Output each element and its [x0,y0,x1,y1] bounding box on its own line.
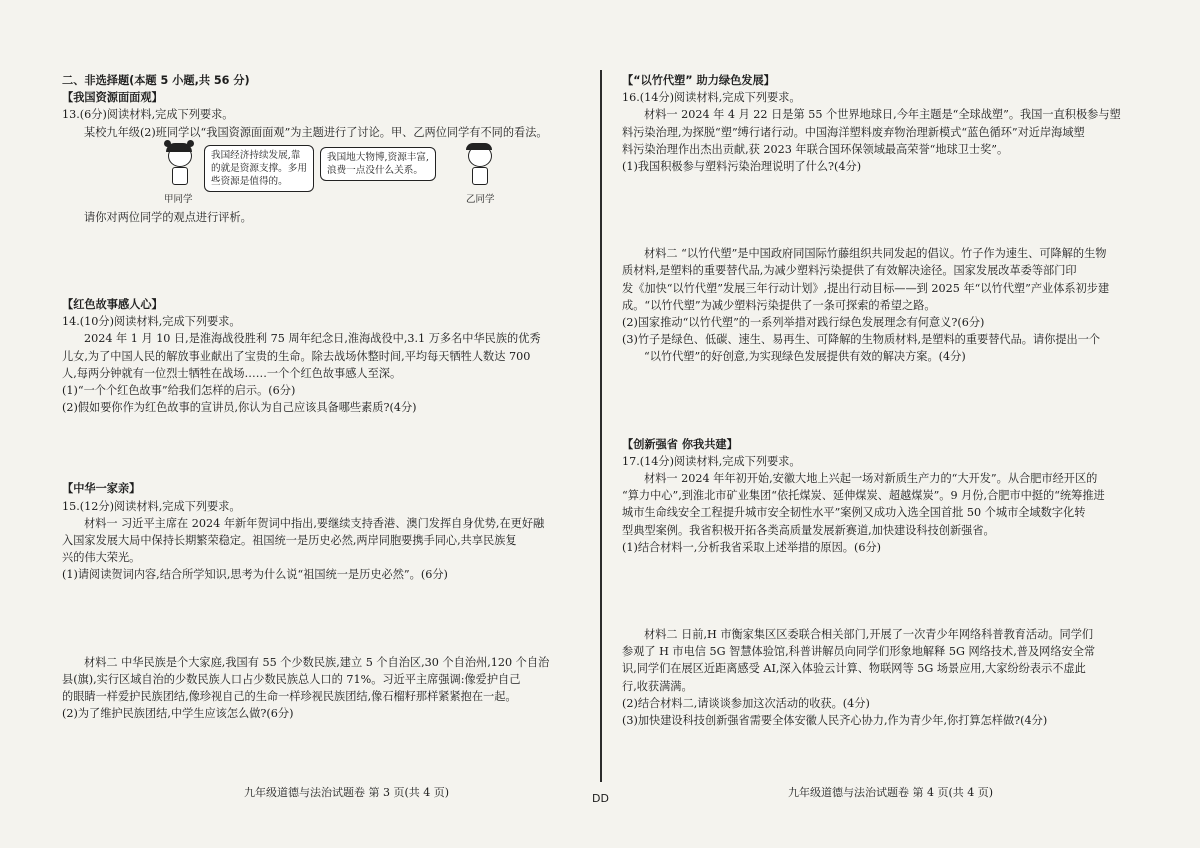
q14-tag: 【红色故事感人心】 [62,298,163,312]
q17-material1-line3: 城市生命线安全工程提升城市安全韧性水平”案例又成功入选全国首批 50 个城市全域数字化转 [622,506,1086,520]
q16-question3-line1: (3)竹子是绿色、低碳、速生、易再生、可降解的生物质材料,是塑料的重要替代品。请你提出一个 [622,333,1101,347]
q16-question2: (2)国家推动“以竹代塑”的一系列举措对践行绿色发展理念有何意义?(6分) [622,316,985,330]
q17-tag: 【创新强省 你我共建】 [622,437,738,451]
section-title: 二、非选择题(本题 5 小题,共 56 分) [62,74,250,87]
q16-material2-line3: 发《加快“以竹代塑”发展三年行动计划》,提出行动目标——到 2025 年“以竹代塑”产业体系初步建 [622,281,1110,295]
q17-stem: 17.(14分)阅读材料,完成下列要求。 [622,454,801,468]
q13-intro: 某校九年级(2)班同学以“我国资源面面观”为主题进行了讨论。甲、乙两位同学有不同的看法。 [84,125,548,139]
q16-material1-line2: 料污染治理,为探脱“塑”缚行诸行动。中国海洋塑料废弃物治理新模式“蓝色循环”对近岸海域塑 [622,125,1085,139]
q14-question2: (2)假如要你作为红色故事的宣讲员,你认为自己应该具备哪些素质?(4分) [62,401,417,415]
q17-material2-line3: 识,同学们在展区近距离感受 AI,深入体验云计算、物联网等 5G 场景应用,大家纷纷表示不虚此 [622,662,1086,676]
bubble-a-line2: 的就是资源支撑。多用 [211,162,307,174]
q16-material1-line1: 材料一 2024 年 4 月 22 日是第 55 个世界地球日,今年主题是“全球战塑”。我国一直积极参与塑 [644,108,1121,122]
q14-material-line1: 2024 年 1 月 10 日,是淮海战役胜利 75 周年纪念日,淮海战役中,3.1 万多名中华民族的优秀 [84,332,541,346]
q14-question1: (1)“一个个红色故事”给我们怎样的启示。(6分) [62,384,296,398]
bubble-a-line1: 我国经济持续发展,靠 [211,149,301,161]
center-mark: DD [592,792,609,805]
q17-question3: (3)加快建设科技创新强省需要全体安徽人民齐心协力,作为青少年,你打算怎样做?(4分) [622,714,1048,728]
q14-stem: 14.(10分)阅读材料,完成下列要求。 [62,315,241,329]
page-divider [600,70,602,782]
q17-material2-line1: 材料二 日前,H 市衡家集区区委联合相关部门,开展了一次青少年网络科普教育活动。同学们 [644,628,1094,642]
q15-material1-line3: 兴的伟大荣光。 [62,551,141,565]
q15-stem: 15.(12分)阅读材料,完成下列要求。 [62,499,241,513]
boy-figure-icon [462,143,496,195]
q15-material2-line2: 县(旗),实行区域自治的少数民族人口占少数民族总人口的 71%。习近平主席强调:像爱护自己 [62,672,521,686]
q17-material2-line4: 行,收获满满。 [622,679,693,693]
speech-bubble-b [320,147,436,181]
q17-question2: (2)结合材料二,请谈谈参加这次活动的收获。(4分) [622,696,870,710]
footer-left-page-number: 九年级道德与法治试题卷 第 3 页(共 4 页) [244,786,450,799]
label-student-a: 甲同学 [164,193,193,205]
bubble-a-line3: 些资源是值得的。 [211,175,288,187]
q15-material1-line1: 材料一 习近平主席在 2024 年新年贺词中指出,要继续支持香港、澳门发挥自身优势,在更好融 [84,516,545,530]
q15-tag: 【中华一家亲】 [62,482,141,496]
q17-material1-line1: 材料一 2024 年年初开始,安徽大地上兴起一场对新质生产力的“大开发”。从合肥市经开区的 [644,472,1098,486]
q15-material2-line1: 材料二 中华民族是个大家庭,我国有 55 个少数民族,建立 5 个自治区,30 个自治州,120 个自治 [84,655,550,669]
label-student-b: 乙同学 [466,193,495,205]
q14-material-line2: 儿女,为了中国人民的解放事业献出了宝贵的生命。除去战场休整时间,平均每天牺牲人数达 700 [62,349,531,363]
q15-material1-line2: 入国家发展大局中保持长期繁荣稳定。祖国统一是历史必然,两岸同胞要携手同心,共享民族复 [62,534,517,548]
girl-figure-icon [162,143,196,195]
q14-material-line3: 人,每两分钟就有一位烈士牺牲在战场……一个个红色故事感人至深。 [62,366,402,380]
q16-material2-line2: 质材料,是塑料的重要替代品,为减少塑料污染提供了有效解决途径。国家发展改革委等部门印 [622,264,1077,278]
bubble-b-line1: 我国地大物博,资源丰富, [327,151,430,163]
q16-material2-line4: 成。“以竹代塑”为减少塑料污染提供了一条可探索的希望之路。 [622,298,936,312]
speech-bubble-a [204,145,314,192]
right-page [622,72,1158,786]
q17-material1-line4: 型典型案例。我省积极开拓各类高质量发展新赛道,加快建设科技创新强省。 [622,523,995,537]
q15-material2-line3: 的眼睛一样爱护民族团结,像珍视自己的生命一样珍视民族团结,像石榴籽那样紧紧抱在一起。 [62,690,517,704]
q13-stem: 13.(6分)阅读材料,完成下列要求。 [62,108,234,122]
q17-question1: (1)结合材料一,分析我省采取上述举措的原因。(6分) [622,540,882,554]
left-page [62,72,578,786]
bubble-b-line2: 浪费一点没什么关系。 [327,164,423,176]
q16-material1-line3: 料污染治理作出杰出贡献,获 2023 年联合国环保领域最高荣誉“地球卫士奖”。 [622,142,1009,156]
q16-question3-line2: “以竹代塑”的好创意,为实现绿色发展提供有效的解决方案。(4分) [644,350,966,364]
q16-tag: 【“以竹代塑” 助力绿色发展】 [622,74,775,87]
footer-right-page-number: 九年级道德与法治试题卷 第 4 页(共 4 页) [788,786,994,799]
q16-question1: (1)我国积极参与塑料污染治理说明了什么?(4分) [622,160,862,174]
q16-material2-line1: 材料二 “以竹代塑”是中国政府同国际竹藤组织共同发起的倡议。竹子作为速生、可降解的生物 [644,247,1107,261]
q15-question2: (2)为了维护民族团结,中学生应该怎么做?(6分) [62,707,294,721]
q13-tag: 【我国资源面面观】 [62,91,163,105]
q16-stem: 16.(14分)阅读材料,完成下列要求。 [622,91,801,105]
q17-material2-line2: 参观了 H 市电信 5G 智慧体验馆,科普讲解员向同学们形象地解释 5G 网络技术,普及网络安全常 [622,645,1096,659]
q15-question1: (1)请阅读贺词内容,结合所学知识,思考为什么说“祖国统一是历史必然”。(6分) [62,568,448,582]
q13-ask: 请你对两位同学的观点进行评析。 [84,210,252,224]
q13-cartoon [62,143,578,205]
q17-material1-line2: “算力中心”,到淮北市矿业集团“依托煤炭、延伸煤炭、超越煤炭”。9 月份,合肥市中挺的“统筹推进 [622,489,1105,503]
